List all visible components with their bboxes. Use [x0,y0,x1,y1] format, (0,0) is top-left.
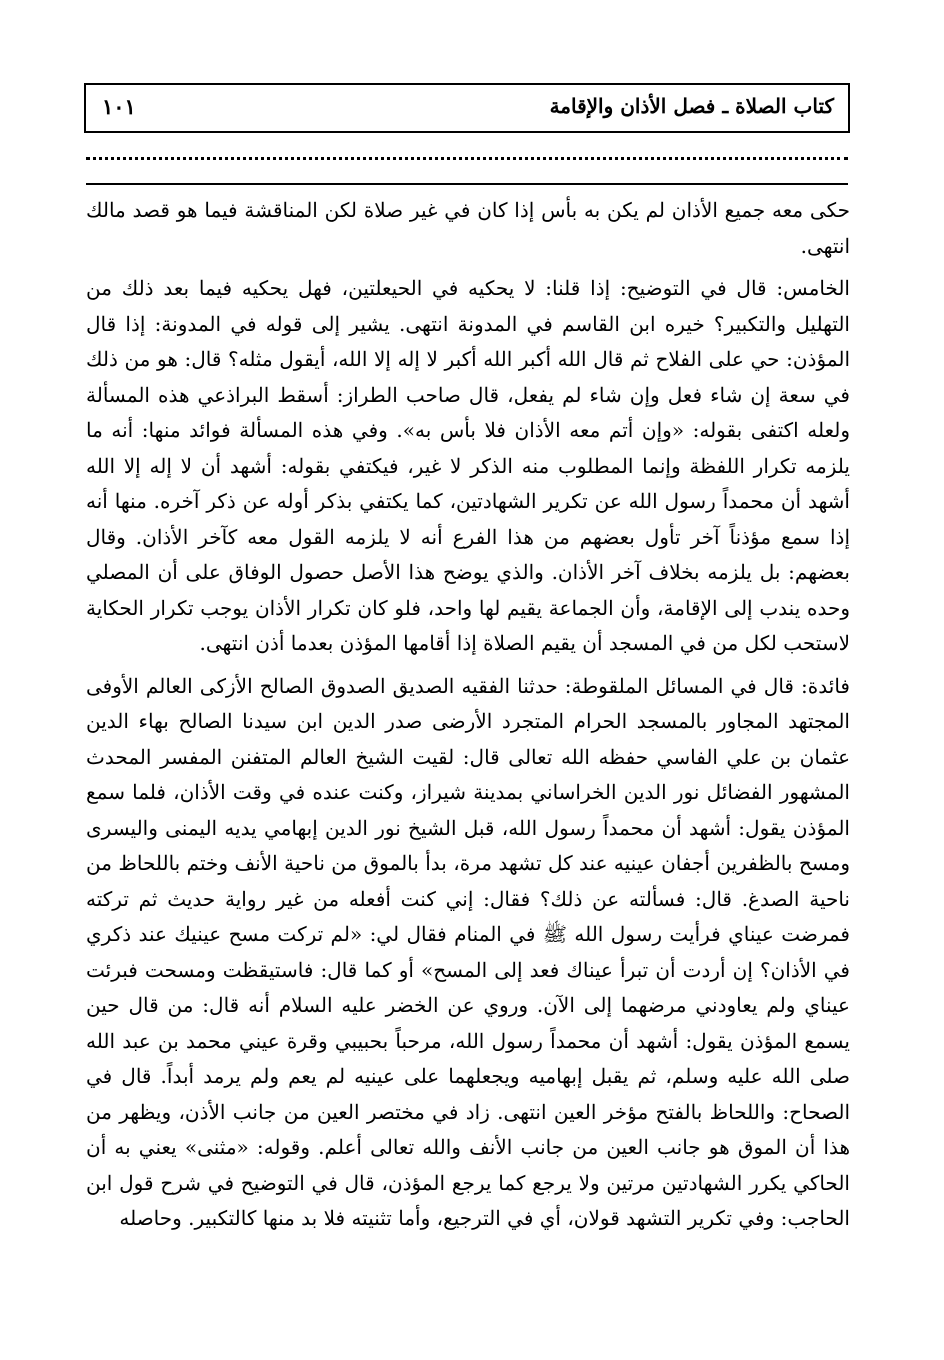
paragraph-continuation: حكى معه جميع الأذان لم يكن به بأس إذا كان في غير صلاة لكن المناقشة فيما هو قصد مالك انتهى. [86,198,850,258]
paragraph-fifth: الخامس: قال في التوضيح: إذا قلنا: لا يحكيه في الحيعلتين، فهل يحكيه فيما بعد ذلك من التهليل والتكبير؟ خيره ابن القاسم في المدونة انتهى. يشير إلى قوله في المدونة: إذا قال المؤذن: حي على الفلاح ثم قال الله أكبر الله أكبر لا إله إلا الله، أيقول مثله؟ قال: هو من ذلك في سعة إن شاء فعل وإن شاء لم يفعل، قال صاحب الطراز: أسقط البراذعي هذه المسألة ولعله اكتفى بقوله: «وإن أتم معه الأذان فلا بأس به». وفي هذه المسألة فوائد منها: أنه ما يلزمه تكرار اللفظة وإنما المطلوب منه الذكر لا غير، فيكتفي بقوله: أشهد أن لا إله إلا الله أشهد أن محمداً رسول الله عن تكرير الشهادتين، كما يكتفي بذكر أوله عن ذكر آخره. منها أنه إذا سمع مؤذناً آخر تأول بعضهم من هذا الفرع أنه لا يلزمه القول معه كآخر الأذان. وقال بعضهم: بل يلزمه بخلاف آخر الأذان. والذي يوضح هذا الأصل حصول الوفاق على أن المصلي وحده يندب إلى الإقامة، وأن الجماعة يقيم لها واحد، فلو كان تكرار الأذان يوجب تكرار الحكاية لاستحب لكل من في المسجد أن يقيم الصلاة إذا أقامها المؤذن بعدما أذن انتهى. [86,276,850,655]
chapter-title: كتاب الصلاة ـ فصل الأذان والإقامة [549,94,834,118]
page-number: ١٠١ [102,94,136,119]
solid-divider [86,183,848,185]
body-text [86,193,850,1237]
running-header [84,83,850,133]
paragraph-benefit: فائدة: قال في المسائل الملقوطة: حدثنا الفقيه الصديق الصدوق الصالح الأزكى العالم الأوفى المجتهد المجاور بالمسجد الحرام المتجرد الأرضى صدر الدين ابن سيدنا الصالح بهاء الدين عثمان بن علي الفاسي حفظه الله تعالى قال: لقيت الشيخ العالم المتفنن المفسر المحدث المشهور الفضائل نور الدين الخراساني بمدينة شيراز، وكنت عنده في وقت الأذان، فلما سمع المؤذن يقول: أشهد أن محمداً رسول الله، قبل الشيخ نور الدين إبهامي يديه اليمنى واليسرى ومسح بالظفرين أجفان عينيه عند كل تشهد مرة، بدأ بالموق من ناحية الأنف وختم باللحاظ من ناحية الصدغ. قال: فسألته عن ذلك؟ فقال: إني كنت أفعله من غير رواية حديث ثم تركته فمرضت عيناي فرأيت رسول الله ﷺ في المنام فقال لي: «لم تركت مسح عينيك عند ذكري في الأذان؟ إن أردت أن تبرأ عيناك فعد إلى المسح» أو كما قال: فاستيقظت ومسحت فبرئت عيناي ولم يعاودني مرضهما إلى الآن. وروي عن الخضر عليه السلام أنه قال: من قال حين يسمع المؤذن يقول: أشهد أن محمداً رسول الله، مرحباً بحبيبي وقرة عيني محمد بن عبد الله صلى الله عليه وسلم، ثم يقبل إبهاميه ويجعلهما على عينيه لم يعم ولم يرمد أبداً. قال في الصحاح: واللحاظ بالفتح مؤخر العين انتهى. زاد في مختصر العين من جانب الأذن، ويظهر من هذا أن الموق هو جانب العين من جانب الأنف والله تعالى أعلم. وقوله: «مثنى» يعني به أن الحاكي يكرر الشهادتين مرتين ولا يرجع كما يرجع المؤذن، قال في التوضيح في شرح قول ابن الحاجب: وفي تكرير التشهد قولان، أي في الترجيع، وأما تثنيته فلا بد منها كالتكبير. وحاصله [86,673,850,1230]
dotted-divider [86,157,848,160]
